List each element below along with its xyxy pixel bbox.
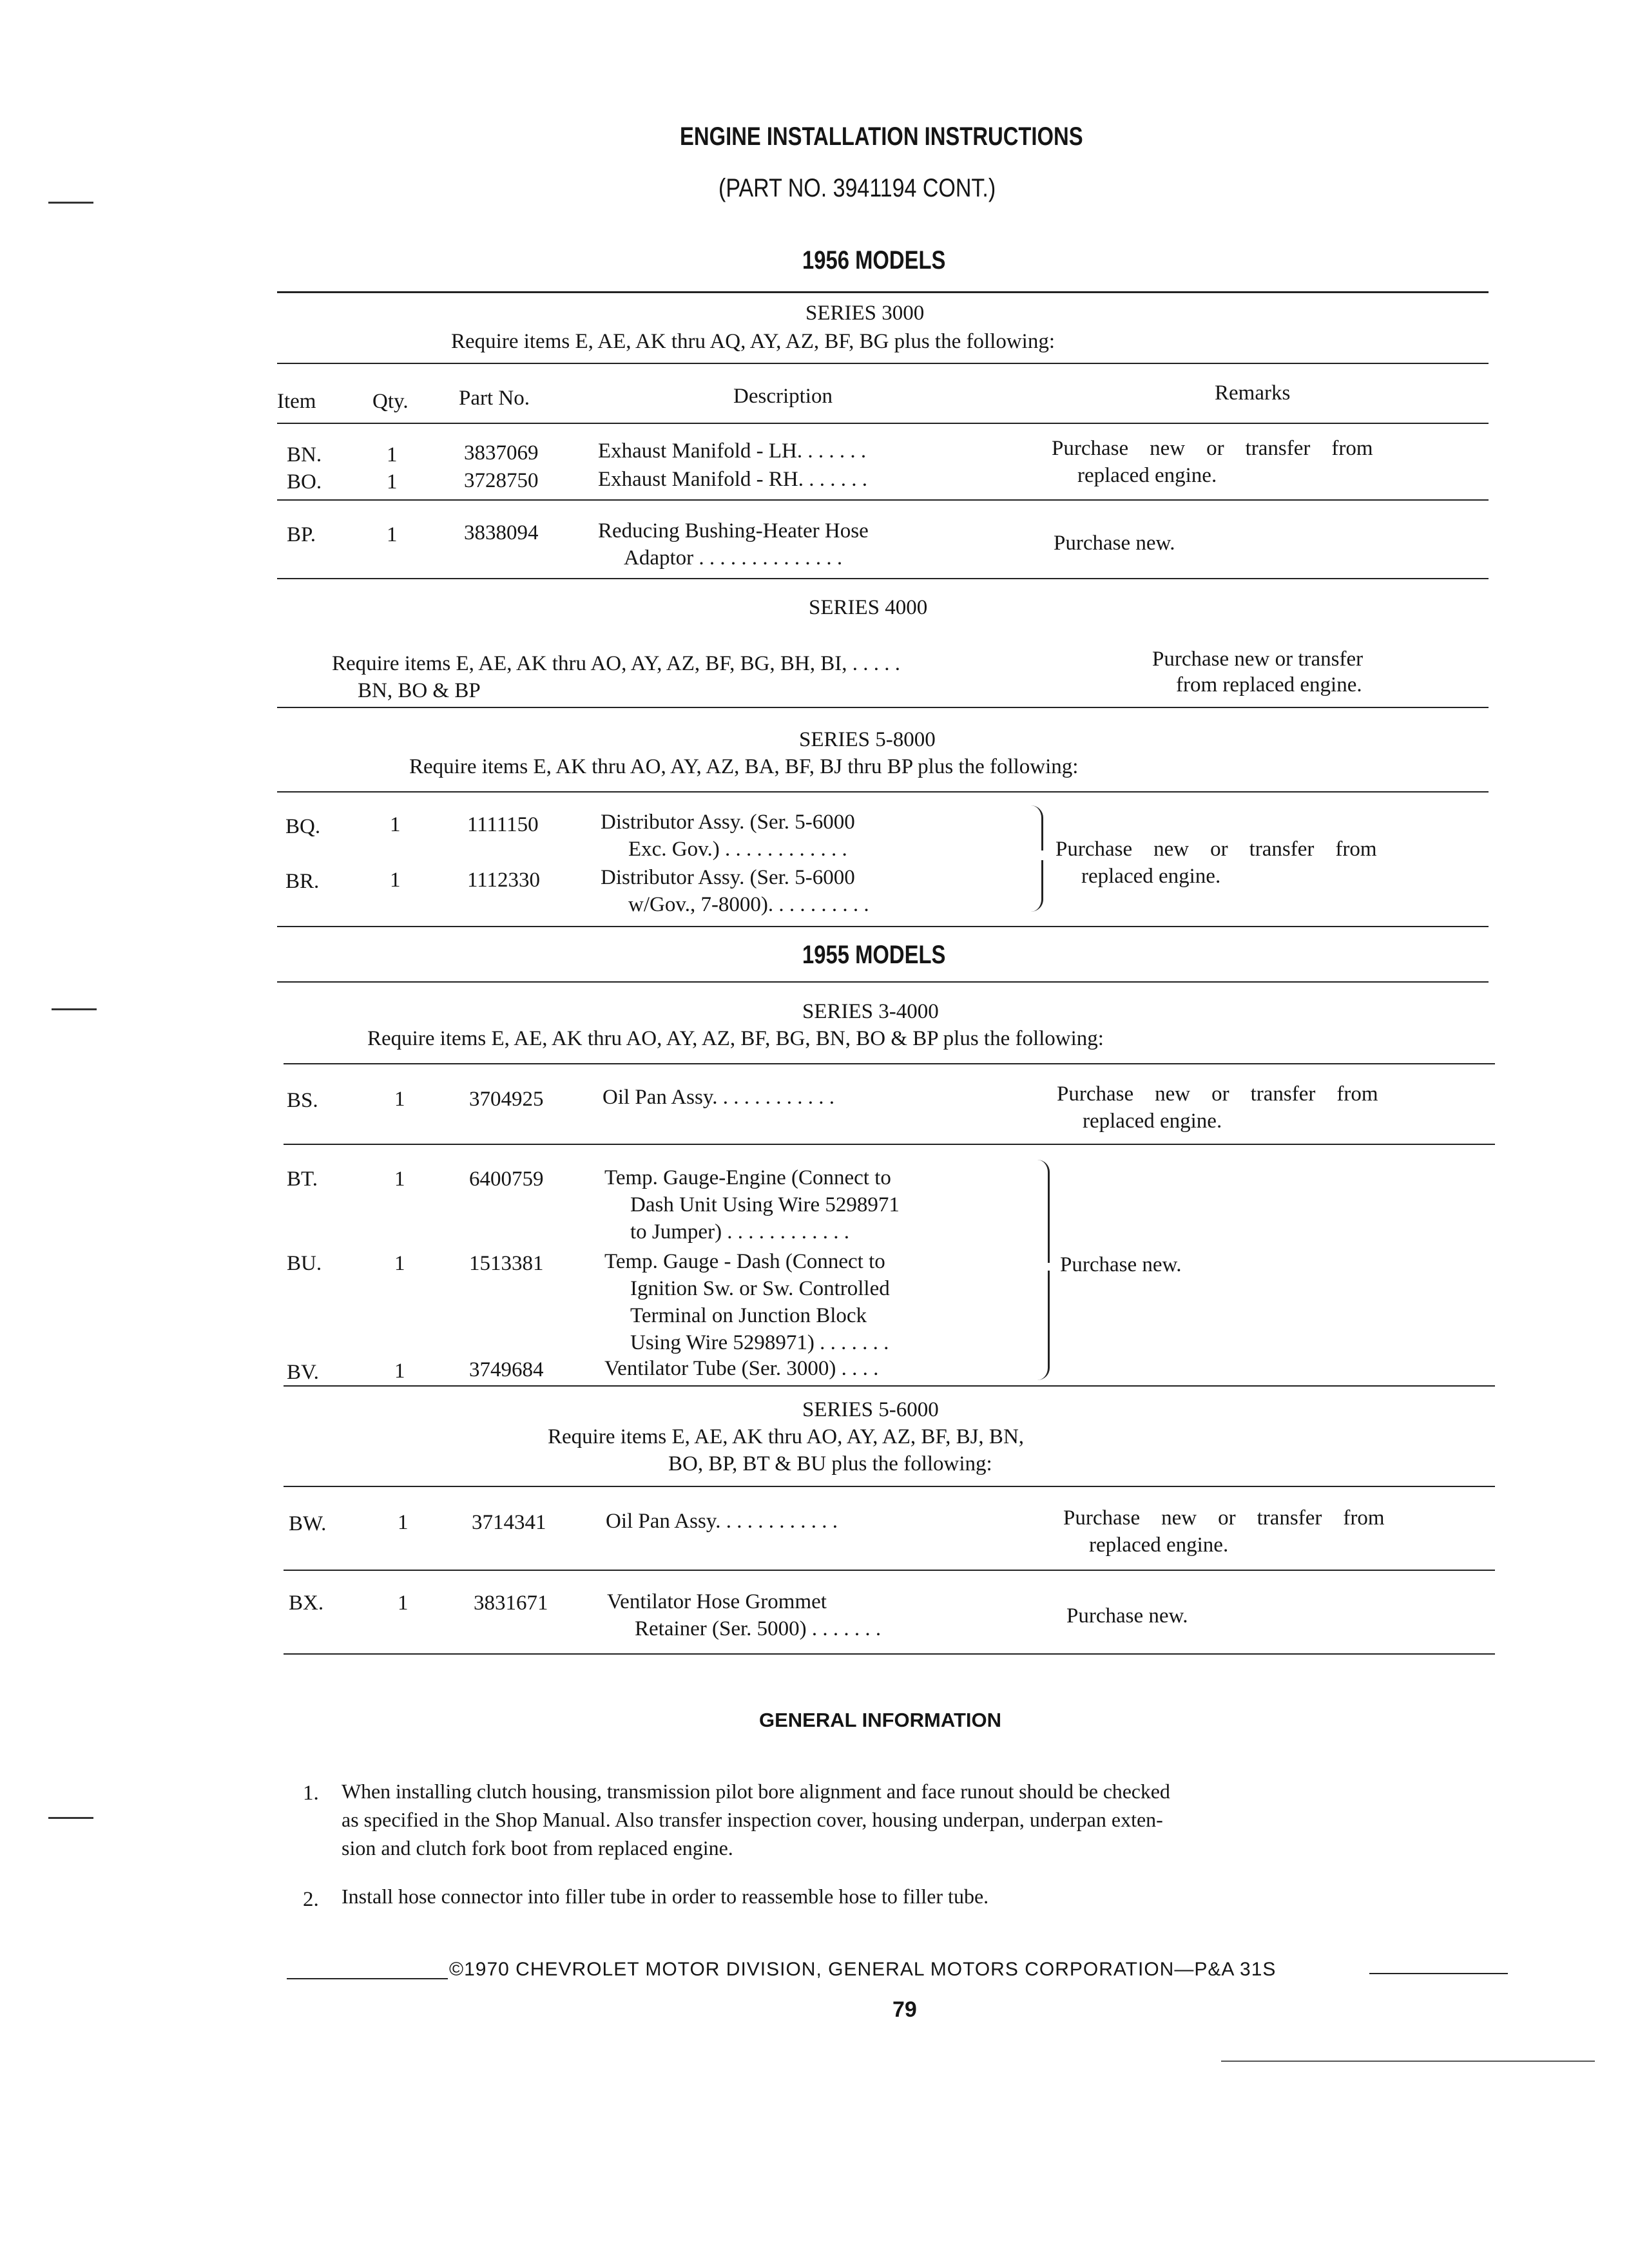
- remark: replaced engine.: [1083, 1110, 1222, 1133]
- remark: Purchase new or transfer: [1152, 648, 1364, 671]
- part-number: 3838094: [464, 521, 539, 544]
- remark: Purchase new or transfer from: [1057, 1082, 1378, 1106]
- list-number: 1.: [303, 1782, 319, 1805]
- item-code: BU.: [287, 1252, 322, 1275]
- section-heading-1955: 1955 MODELS: [802, 941, 946, 969]
- divider: [284, 1063, 1495, 1064]
- description: Oil Pan Assy. . . . . . . . . . . .: [602, 1086, 834, 1109]
- description-continued: to Jumper) . . . . . . . . . . . .: [630, 1220, 850, 1244]
- brace: [1031, 860, 1043, 912]
- divider: [277, 791, 1489, 793]
- series-requirement: Require items E, AE, AK thru AO, AY, AZ, BF, BJ, BN,: [548, 1425, 1025, 1448]
- description-continued: Exc. Gov.) . . . . . . . . . . . .: [628, 838, 847, 861]
- margin-mark: [52, 1008, 97, 1010]
- series-label: SERIES 5-8000: [799, 728, 936, 751]
- general-info-heading: GENERAL INFORMATION: [759, 1709, 1002, 1731]
- series-requirement: Require items E, AE, AK thru AQ, AY, AZ, BF, BG plus the following:: [451, 330, 1055, 353]
- list-item-text: Install hose connector into filler tube in order to reassemble hose to filler tube.: [342, 1885, 989, 1908]
- divider: [277, 707, 1489, 708]
- brace: [1037, 1160, 1050, 1263]
- remark: Purchase new.: [1066, 1604, 1188, 1628]
- description: Reducing Bushing-Heater Hose: [598, 519, 869, 543]
- description: Temp. Gauge-Engine (Connect to: [604, 1166, 891, 1189]
- series-label: SERIES 3-4000: [802, 1000, 939, 1023]
- series-requirement-continued: BO, BP, BT & BU plus the following:: [668, 1452, 992, 1475]
- description-continued: Ignition Sw. or Sw. Controlled: [630, 1277, 890, 1300]
- item-code: BS.: [287, 1089, 318, 1112]
- remark: Purchase new.: [1054, 532, 1175, 555]
- description-continued: Terminal on Junction Block: [630, 1304, 867, 1327]
- page-title: ENGINE INSTALLATION INSTRUCTIONS: [680, 122, 1083, 151]
- column-header-remarks: Remarks: [1215, 381, 1291, 405]
- item-code: BP.: [287, 523, 316, 546]
- description: Ventilator Tube (Ser. 3000) . . . .: [604, 1357, 879, 1380]
- part-number: 6400759: [469, 1168, 544, 1191]
- item-code: BX.: [289, 1591, 324, 1615]
- item-code: BR.: [285, 870, 320, 893]
- list-item-text: When installing clutch housing, transmission pilot bore alignment and face runout should be checked: [342, 1780, 1170, 1803]
- description: Distributor Assy. (Ser. 5-6000: [601, 866, 855, 889]
- description-continued: Retainer (Ser. 5000) . . . . . . .: [635, 1617, 882, 1640]
- divider: [284, 1144, 1495, 1145]
- description: Exhaust Manifold - RH. . . . . . .: [598, 468, 867, 491]
- section-heading-1956: 1956 MODELS: [802, 246, 946, 274]
- list-item-text: sion and clutch fork boot from replaced engine.: [342, 1836, 733, 1860]
- part-number: 3831671: [474, 1591, 548, 1615]
- description: Oil Pan Assy. . . . . . . . . . . .: [606, 1510, 838, 1533]
- item-code: BQ.: [285, 815, 321, 838]
- quantity: 1: [390, 813, 401, 836]
- description: Ventilator Hose Grommet: [607, 1590, 827, 1613]
- quantity: 1: [398, 1511, 409, 1534]
- divider: [277, 981, 1489, 983]
- column-header-part-no: Part No.: [459, 387, 530, 410]
- margin-mark: [48, 1817, 93, 1819]
- quantity: 1: [394, 1088, 405, 1111]
- list-number: 2.: [303, 1888, 319, 1911]
- series-label: SERIES 5-6000: [802, 1398, 939, 1421]
- part-number: 3749684: [469, 1358, 544, 1381]
- series-requirement: Require items E, AK thru AO, AY, AZ, BA, BF, BJ thru BP plus the following:: [409, 755, 1079, 778]
- quantity: 1: [387, 523, 398, 546]
- part-number: 1111150: [467, 813, 539, 836]
- item-code: BN.: [287, 443, 322, 466]
- series-requirement: Require items E, AE, AK thru AO, AY, AZ, BF, BG, BH, BI, . . . . .: [332, 652, 901, 675]
- divider: [277, 423, 1489, 424]
- page-number: 79: [892, 1997, 917, 2022]
- divider: [284, 1486, 1495, 1487]
- part-number: 3704925: [469, 1088, 544, 1111]
- remark: replaced engine.: [1077, 464, 1217, 487]
- item-code: BW.: [289, 1512, 327, 1535]
- divider: [277, 578, 1489, 579]
- remark: from replaced engine.: [1176, 673, 1362, 697]
- quantity: 1: [387, 443, 398, 466]
- item-code: BO.: [287, 470, 322, 494]
- remark: Purchase new or transfer from: [1055, 838, 1377, 861]
- divider: [277, 363, 1489, 364]
- description-continued: w/Gov., 7-8000). . . . . . . . . .: [628, 893, 869, 916]
- part-number: 1513381: [469, 1252, 544, 1275]
- description: Exhaust Manifold - LH. . . . . . .: [598, 439, 867, 463]
- divider: [277, 926, 1489, 927]
- footer-rule: [1369, 1973, 1508, 1974]
- series-label: SERIES 4000: [809, 596, 928, 619]
- quantity: 1: [394, 1252, 405, 1275]
- divider: [1221, 2061, 1595, 2062]
- description: Temp. Gauge - Dash (Connect to: [604, 1250, 885, 1273]
- series-requirement-continued: BN, BO & BP: [358, 679, 481, 702]
- quantity: 1: [394, 1360, 405, 1383]
- list-item-text: as specified in the Shop Manual. Also transfer inspection cover, housing underpan, underpan exten-: [342, 1808, 1163, 1831]
- description: Distributor Assy. (Ser. 5-6000: [601, 811, 855, 834]
- series-requirement: Require items E, AE, AK thru AO, AY, AZ, BF, BG, BN, BO & BP plus the following:: [367, 1027, 1104, 1050]
- part-number: 3837069: [464, 441, 539, 465]
- item-code: BV.: [287, 1361, 319, 1384]
- description-continued: Adaptor . . . . . . . . . . . . . .: [624, 546, 843, 570]
- quantity: 1: [398, 1591, 409, 1615]
- divider: [284, 1570, 1495, 1571]
- remark: replaced engine.: [1089, 1533, 1229, 1557]
- series-label: SERIES 3000: [805, 302, 925, 325]
- column-header-qty: Qty.: [372, 390, 409, 413]
- description-continued: Dash Unit Using Wire 5298971: [630, 1193, 900, 1216]
- divider: [284, 1653, 1495, 1655]
- margin-mark: [48, 202, 93, 204]
- divider: [277, 291, 1489, 293]
- quantity: 1: [394, 1168, 405, 1191]
- part-number: 3728750: [464, 469, 539, 492]
- quantity: 1: [390, 869, 401, 892]
- column-header-description: Description: [733, 385, 833, 408]
- quantity: 1: [387, 470, 398, 494]
- part-number: 3714341: [472, 1511, 546, 1534]
- remark: Purchase new or transfer from: [1063, 1506, 1385, 1530]
- page-subtitle: (PART NO. 3941194 CONT.): [718, 174, 996, 202]
- remark: Purchase new.: [1060, 1253, 1182, 1276]
- brace: [1037, 1271, 1050, 1380]
- column-header-item: Item: [277, 390, 316, 413]
- divider: [284, 1385, 1495, 1387]
- remark: replaced engine.: [1081, 865, 1221, 888]
- part-number: 1112330: [467, 869, 541, 892]
- description-continued: Using Wire 5298971) . . . . . . .: [630, 1331, 889, 1354]
- copyright-footer: ©1970 CHEVROLET MOTOR DIVISION, GENERAL MOTORS CORPORATION—P&A 31S: [449, 1959, 1277, 1980]
- item-code: BT.: [287, 1168, 318, 1191]
- divider: [277, 499, 1489, 501]
- footer-rule: [287, 1978, 448, 1979]
- brace: [1031, 805, 1043, 850]
- remark: Purchase new or transfer from: [1052, 437, 1373, 460]
